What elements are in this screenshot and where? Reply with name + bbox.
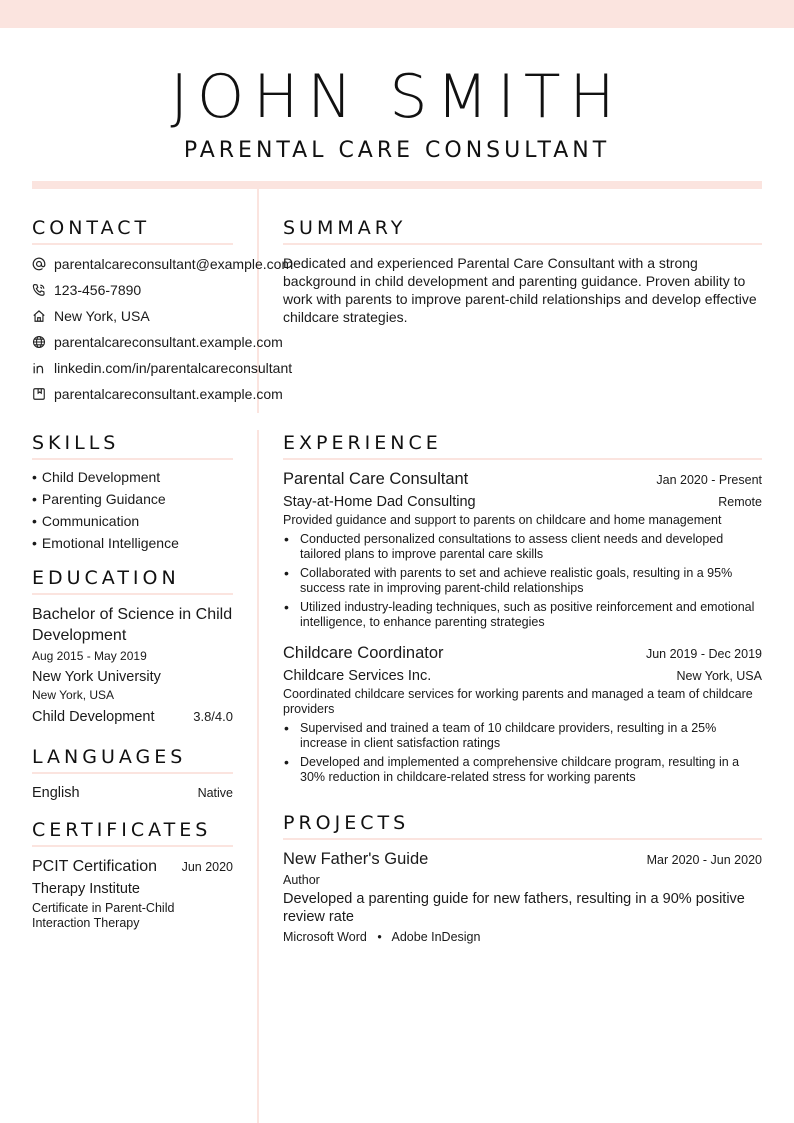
languages-heading: LANGUAGES [32, 745, 233, 774]
certificate-row [32, 856, 233, 877]
experience-section [283, 431, 762, 789]
project-description: Developed a parenting guide for new fathers, resulting in a 90% positive review rate [283, 891, 745, 925]
contact-email-text: parentalcareconsultant@example.com [54, 256, 294, 272]
at-icon [32, 257, 46, 271]
project-role: Author [283, 873, 320, 887]
contact-portfolio-text: parentalcareconsultant.example.com [54, 386, 283, 402]
job-bullets [283, 532, 762, 630]
education-field: Child Development [32, 709, 155, 725]
job-bullets [283, 721, 762, 785]
job-description: Coordinated childcare services for working parents and managed a team of childcare providers [283, 687, 753, 716]
candidate-role: PARENTAL CARE CONSULTANT [183, 138, 611, 163]
job-header [283, 468, 762, 490]
portfolio-icon [32, 387, 46, 401]
candidate-name: JOHN SMITH [170, 62, 624, 132]
contact-location-text: New York, USA [54, 308, 150, 324]
job-dates: Jun 2019 - Dec 2019 [645, 647, 762, 661]
globe-icon [32, 335, 46, 349]
tool-separator: • [377, 930, 382, 944]
top-accent-band [0, 0, 794, 28]
job-bullet: • Supervised and trained a team of 10 childcare providers, resulting in a 25% increase in client satisfaction ratings [283, 721, 762, 751]
languages-section [32, 745, 233, 803]
job-title: Parental Care Consultant [283, 470, 469, 488]
projects-heading: PROJECTS [283, 811, 762, 840]
header-divider [32, 181, 762, 189]
job-description: Provided guidance and support to parents on childcare and home management [283, 513, 722, 527]
education-dates: Aug 2015 - May 2019 [32, 649, 147, 663]
job-bullet: • Utilized industry-leading techniques, such as positive reinforcement and emotional intelligence, to enhance parenting strategies [283, 600, 762, 630]
contact-phone[interactable] [32, 277, 233, 303]
job-bullet: • Developed and implemented a comprehensive childcare program, resulting in a 30% reduction in childcare-related stress for working parents [283, 755, 762, 785]
education-heading: EDUCATION [32, 566, 233, 595]
contact-section [32, 216, 294, 407]
language-item [32, 783, 233, 803]
job-bullet: • Collaborated with parents to set and achieve realistic goals, resulting in a 95% success rate in improving parent-child relationships [283, 566, 762, 596]
summary-section [283, 216, 762, 326]
contact-linkedin-text: linkedin.com/in/parentalcareconsultant [54, 360, 293, 376]
job-company: Stay-at-Home Dad Consulting [283, 494, 476, 510]
job-subheader [283, 492, 762, 512]
job-company: Childcare Services Inc. [283, 668, 432, 684]
project-dates: Mar 2020 - Jun 2020 [646, 853, 762, 867]
summary-text: Dedicated and experienced Parental Care Consultant with a strong background in child development and parenting guidance. Proven ability to work with parents to improve parent-child relationships and develop effective childcare strategies. [283, 255, 757, 325]
contact-portfolio[interactable] [32, 381, 283, 407]
project-name: New Father's Guide [283, 850, 429, 868]
education-field-row [32, 707, 233, 727]
certificates-heading: CERTIFICATES [32, 818, 233, 847]
certificates-section [32, 818, 233, 931]
job-bullet: • Conducted personalized consultations to assess client needs and developed tailored plans to improve parental care skills [283, 532, 762, 562]
skill-item: • Communication [32, 513, 140, 529]
summary-heading: SUMMARY [283, 216, 762, 245]
job-dates: Jan 2020 - Present [656, 473, 762, 487]
home-icon [32, 309, 46, 323]
job-header [283, 642, 762, 664]
language-level: Native [197, 786, 233, 800]
education-school: New York University [32, 669, 161, 685]
phone-icon [32, 283, 46, 297]
skills-section [32, 431, 233, 554]
skill-item: • Emotional Intelligence [32, 535, 179, 551]
education-section [32, 566, 233, 727]
skills-heading: SKILLS [32, 431, 233, 460]
education-location: New York, USA [32, 688, 115, 702]
experience-heading: EXPERIENCE [283, 431, 762, 460]
certificate-date: Jun 2020 [181, 860, 233, 874]
job-entry [283, 642, 762, 785]
certificate-issuer: Therapy Institute [32, 881, 140, 897]
certificate-name: PCIT Certification [32, 858, 158, 875]
project-tool: Microsoft Word [283, 930, 367, 944]
project-tool: Adobe InDesign [391, 930, 481, 944]
job-location: Remote [718, 495, 762, 509]
certificate-description: Certificate in Parent-Child Interaction Therapy [32, 901, 175, 930]
contact-heading: CONTACT [32, 216, 233, 245]
job-title: Childcare Coordinator [283, 644, 444, 662]
contact-website-text: parentalcareconsultant.example.com [54, 334, 283, 350]
contact-linkedin[interactable] [32, 355, 293, 381]
education-gpa: 3.8/4.0 [193, 709, 233, 724]
job-entry [283, 468, 762, 630]
column-divider-top [257, 189, 259, 413]
project-tools [283, 929, 762, 945]
contact-website[interactable] [32, 329, 283, 355]
projects-section [283, 811, 762, 945]
job-subheader [283, 666, 762, 686]
education-degree: Bachelor of Science in Child Development [32, 606, 233, 644]
contact-phone-text: 123-456-7890 [54, 282, 142, 298]
skill-item: • Parenting Guidance [32, 491, 166, 507]
skill-item: • Child Development [32, 469, 161, 485]
linkedin-icon [32, 361, 46, 375]
language-name: English [32, 785, 80, 801]
contact-email[interactable] [32, 251, 294, 277]
column-divider-bottom [257, 430, 259, 1123]
contact-location [32, 303, 233, 329]
project-header [283, 848, 762, 870]
job-location: New York, USA [676, 669, 762, 683]
